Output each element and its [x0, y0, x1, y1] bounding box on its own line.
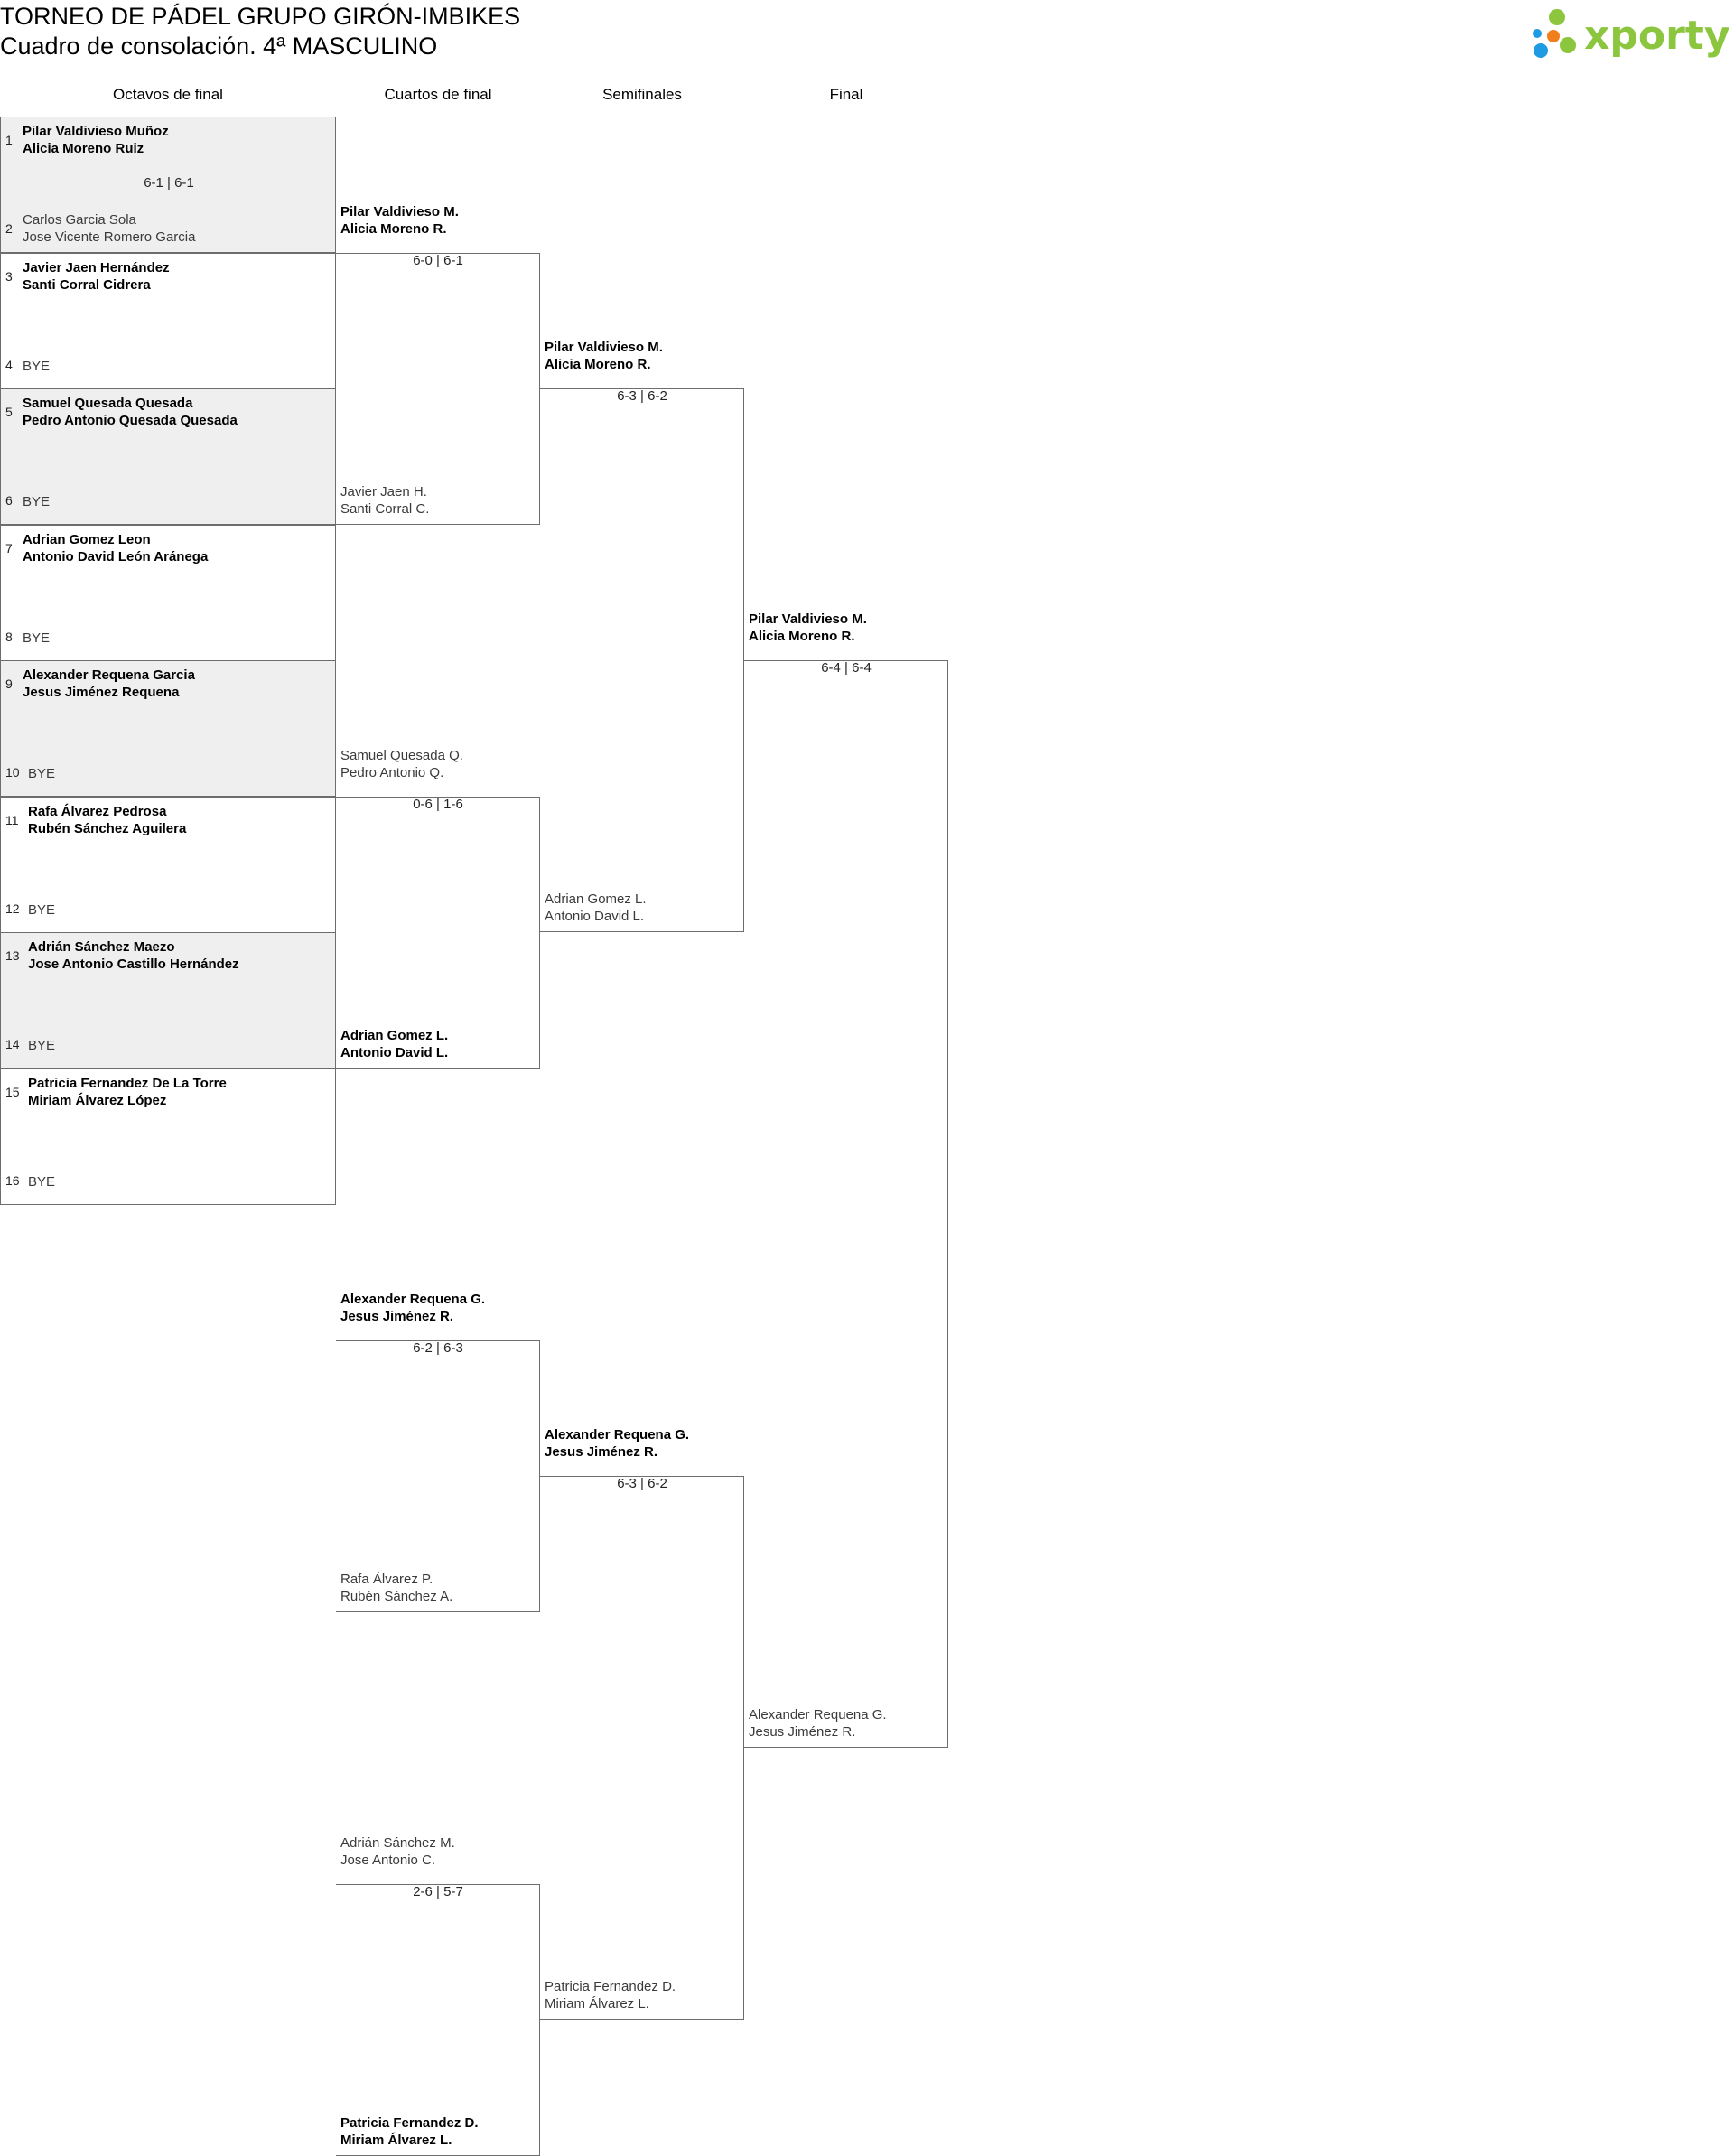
team-entry: [23, 630, 50, 647]
player-name: Miriam Álvarez L.: [340, 2132, 452, 2148]
match-octavos-8: [0, 1069, 336, 1205]
player-name: Jose Vicente Romero Garcia: [23, 229, 196, 245]
player-name: Pilar Valdivieso M.: [749, 611, 867, 627]
player-name: Alexander Requena G.: [340, 1291, 486, 1307]
player-name: Alicia Moreno R.: [749, 629, 855, 644]
page-header: [0, 2, 520, 61]
round-header-semifinales: Semifinales: [602, 86, 682, 103]
player-name: Adrián Sánchez Maezo: [28, 939, 175, 955]
player-name: Samuel Quesada Quesada: [23, 396, 193, 411]
team-entry: [340, 747, 463, 781]
seed-number: 12: [5, 901, 20, 916]
seed-number: 8: [5, 629, 13, 644]
match-octavos-6: [0, 797, 336, 933]
player-name: Patricia Fernandez D.: [545, 1979, 676, 1994]
player-name: BYE: [23, 630, 51, 646]
player-name: BYE: [23, 358, 51, 374]
player-name: Rafa Álvarez P.: [340, 1571, 434, 1587]
player-name: Adrian Gomez Leon: [23, 531, 151, 547]
match-score: 6-3 | 6-2: [617, 1476, 667, 1491]
player-name: Miriam Álvarez L.: [545, 1996, 649, 2011]
player-name: BYE: [28, 766, 56, 781]
bracket-connector-semis-1: [540, 388, 744, 932]
match-octavos-3: [0, 388, 336, 525]
round-header-cuartos: Cuartos de final: [384, 86, 492, 103]
round-header-final: Final: [829, 86, 863, 103]
match-octavos-4: [0, 525, 336, 661]
team-entry: [28, 901, 55, 919]
seed-number: 13: [5, 948, 20, 963]
team-entry: [23, 259, 170, 294]
player-name: BYE: [23, 494, 51, 509]
player-name: Samuel Quesada Q.: [340, 747, 463, 763]
player-name: Pilar Valdivieso M.: [545, 340, 663, 355]
match-score: 0-6 | 1-6: [413, 796, 463, 812]
player-name: Jesus Jiménez R.: [340, 1308, 454, 1324]
player-name: Alexander Requena Garcia: [23, 667, 195, 683]
player-name: Jesus Jiménez R.: [749, 1724, 856, 1740]
team-entry: [28, 1173, 55, 1190]
player-name: Carlos Garcia Sola: [23, 212, 136, 228]
team-entry: [545, 339, 663, 373]
seed-number: 11: [5, 812, 19, 827]
match-octavos-5: [0, 660, 336, 797]
team-entry: [340, 203, 459, 238]
player-name: Pedro Antonio Q.: [340, 764, 444, 780]
match-score: 6-0 | 6-1: [413, 252, 463, 268]
player-name: Antonio David L.: [545, 909, 645, 924]
team-entry: [749, 611, 867, 645]
team-entry: [545, 1978, 676, 2012]
player-name: Jesus Jiménez Requena: [23, 685, 180, 700]
seed-number: 4: [5, 357, 13, 372]
team-entry: [28, 803, 186, 837]
team-entry: [340, 1291, 485, 1325]
player-name: Antonio David León Aránega: [23, 548, 209, 565]
match-score: 6-4 | 6-4: [821, 660, 872, 676]
seed-number: 6: [5, 493, 13, 508]
team-entry: [28, 1037, 55, 1054]
page-title: TORNEO DE PÁDEL GRUPO GIRÓN-IMBIKES: [0, 3, 521, 30]
player-name: Rafa Álvarez Pedrosa: [28, 803, 167, 819]
player-name: Antonio David L.: [340, 1044, 449, 1060]
player-name: Patricia Fernandez D.: [340, 2114, 479, 2131]
seed-number: 7: [5, 540, 13, 555]
seed-number: 10: [5, 765, 20, 779]
player-name: Adrian Gomez L.: [340, 1027, 449, 1043]
seed-number: 5: [5, 405, 13, 419]
match-octavos-2: [0, 253, 336, 389]
player-name: Alicia Moreno R.: [545, 357, 651, 372]
team-entry: [23, 667, 195, 701]
player-name: Javier Jaen H.: [340, 483, 427, 499]
seed-number: 15: [5, 1084, 20, 1099]
seed-number: 3: [5, 268, 13, 284]
player-name: Rubén Sánchez Aguilera: [28, 820, 187, 836]
player-name: Pilar Valdivieso M.: [340, 203, 459, 219]
player-name: Adrián Sánchez M.: [340, 1834, 455, 1851]
seed-number: 2: [5, 221, 13, 236]
xporty-logo-text: xporty: [1584, 13, 1730, 59]
match-score: 6-2 | 6-3: [413, 1339, 463, 1356]
player-name: Alicia Moreno Ruiz: [23, 141, 144, 156]
player-name: Alexander Requena G.: [749, 1707, 887, 1722]
player-name: Santi Corral C.: [340, 500, 430, 517]
player-name: Rubén Sánchez A.: [340, 1588, 453, 1604]
match-score: 6-1 | 6-1: [144, 175, 194, 191]
team-entry: [23, 493, 50, 510]
team-entry: [23, 358, 50, 375]
team-entry: [545, 891, 647, 925]
round-header-octavos: Octavos de final: [113, 86, 223, 103]
player-name: Jose Antonio Castillo Hernández: [28, 957, 239, 972]
match-octavos-7: [0, 932, 336, 1069]
seed-number: 14: [5, 1037, 20, 1051]
team-entry: [28, 765, 55, 782]
player-name: Pedro Antonio Quesada Quesada: [23, 413, 238, 428]
player-name: Alicia Moreno R.: [340, 220, 447, 237]
team-entry: [28, 938, 239, 973]
team-entry: [749, 1706, 887, 1741]
team-entry: [23, 531, 208, 565]
player-name: BYE: [28, 901, 56, 918]
team-entry: [23, 123, 169, 157]
seed-number: 9: [5, 677, 13, 691]
match-octavos-1: [0, 117, 336, 253]
player-name: BYE: [28, 1173, 56, 1190]
player-name: BYE: [28, 1038, 56, 1053]
player-name: Adrian Gomez L.: [545, 891, 647, 907]
seed-number: 1: [5, 133, 13, 147]
bracket-connector-semis-2: [540, 1476, 744, 2020]
player-name: Alexander Requena G.: [545, 1427, 690, 1442]
bracket-connector-final-1: [744, 660, 948, 1748]
xporty-dots-icon: [1533, 9, 1576, 58]
player-name: Jesus Jiménez R.: [545, 1444, 658, 1460]
player-name: Pilar Valdivieso Muñoz: [23, 124, 169, 139]
team-entry: [23, 211, 195, 246]
team-entry: [545, 1426, 689, 1461]
match-score: 2-6 | 5-7: [413, 1883, 463, 1899]
team-entry: [340, 2114, 479, 2149]
match-score: 6-3 | 6-2: [617, 388, 667, 404]
team-entry: [340, 1027, 448, 1061]
player-name: Jose Antonio C.: [340, 1852, 436, 1868]
team-entry: [28, 1075, 227, 1109]
player-name: Miriam Álvarez López: [28, 1092, 167, 1108]
team-entry: [340, 1571, 452, 1605]
player-name: Santi Corral Cidrera: [23, 276, 151, 293]
seed-number: 16: [5, 1172, 20, 1188]
page-subtitle: Cuadro de consolación. 4ª MASCULINO: [0, 33, 438, 60]
player-name: Patricia Fernandez De La Torre: [28, 1075, 227, 1091]
team-entry: [340, 1834, 455, 1869]
xporty-logo: [1532, 4, 1734, 61]
player-name: Javier Jaen Hernández: [23, 259, 170, 275]
team-entry: [340, 483, 429, 518]
team-entry: [23, 395, 238, 429]
